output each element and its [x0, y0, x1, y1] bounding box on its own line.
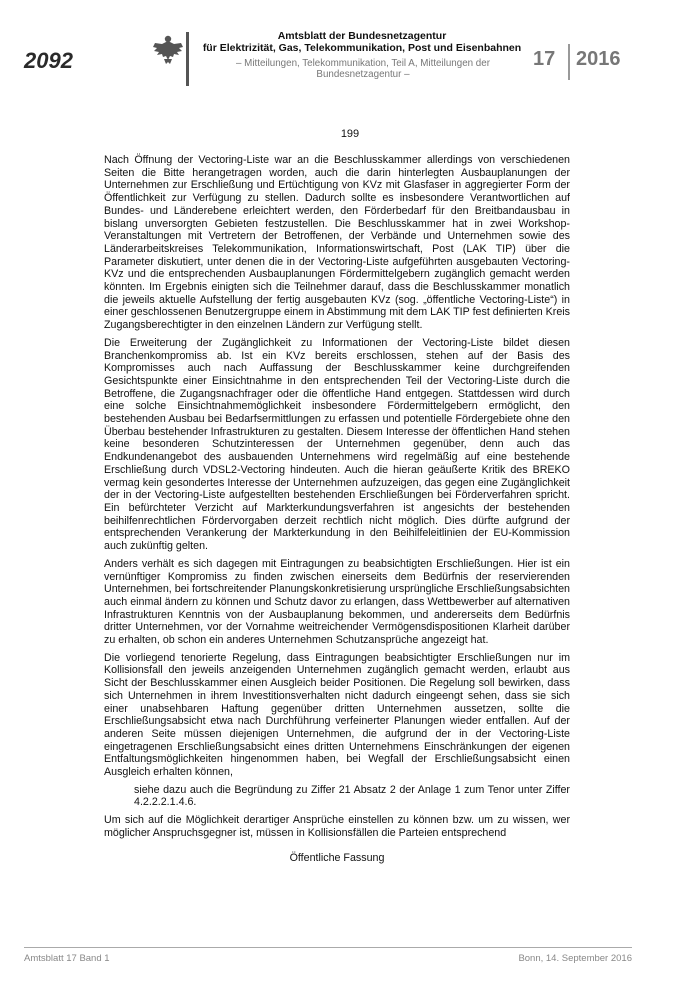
- journal-title-line2: für Elektrizität, Gas, Telekommunikation, Post und Eisenbahnen: [202, 42, 522, 54]
- footer-left: Amtsblatt 17 Band 1: [24, 953, 110, 964]
- journal-subtitle: – Mitteilungen, Telekommunikation, Teil A, Mitteilungen der Bundesnetzagentur –: [236, 58, 490, 80]
- paragraph: Anders verhält es sich dagegen mit Eintragungen zu beabsichtigten Erschließungen. Hier ist ein vernünftiger Kompromiss zu finden zwischen einerseits dem Bedürfnis der reservierenden Unternehmen, bei fortschreitender Planungskonkretisierung ursprüngliche Erschließungsabsichten auch einmal ändern zu können und Schutz davor zu erlangen, dass Wettbewerber auf alternativen Infrastrukturen Kenntnis von der Ausbauplanung bekommen, und andererseits dem Bedürfnis dritter Unternehmen, vor der Vornahme weitreichender Vermögensdispositionen Klarheit darüber zu erhalten, ob schon ein anderes Unternehmen Schutzansprüche angezeigt hat.: [104, 557, 570, 647]
- journal-title: [192, 30, 532, 54]
- issue-number: 17: [533, 48, 556, 70]
- page-number: 2092: [24, 48, 73, 73]
- paragraph: Nach Öffnung der Vectoring-Liste war an die Beschlusskammer allerdings von verschiedenen Seiten die Bitte herangetragen worden, auch die darin hinterlegten Ausbauplanungen der Unternehmen zur Erschließung und Ertüchtigung von KVz mit Glasfaser in aggregierter Form der Öffentlichkeit zur Verfügung zu stellen. Dadurch sollte es insbesondere Verantwortlichen auf Bundes- und Länderebene erleichtert werden, den Förderbedarf für den Breitbandausbau in bislang unversorgten Gebieten festzustellen. Die Beschlusskammer hat in zwei Workshop-Veranstaltungen mit Vertretern der Betroffenen, der Verbände und Unternehmen sowie des Länderarbeitskreises Telekommunikation, Informationswirtschaft, Post (LAK TIP) über die Parameter diskutiert, unter denen die in der Vectoring-Liste aufgeführten ausgebauten Vectoring-KVz und die entsprechenden Ausbauplanungen Fördermittelgebern zugänglich gemacht werden könnten. Im Ergebnis einigten sich die Teilnehmer darauf, dass die Beschlusskammer monatlich die jeweils aktuelle Aufstellung der fertig ausgebauten KVz (sog. „öffentliche Vectoring-Liste“) in einer geschlossenen Benutzergruppe einem in Abstimmung mit dem LAK TIP fest definierten Kreis Zugangsberechtigter in den einzelnen Ländern zur Verfügung stellt.: [104, 154, 570, 332]
- footer-divider: [24, 947, 632, 948]
- header-divider: [186, 32, 189, 86]
- issue-divider: [568, 44, 570, 80]
- federal-eagle-icon: [151, 32, 185, 66]
- journal-title-line1: Amtsblatt der Bundesnetzagentur: [277, 30, 447, 42]
- version-label: Öffentliche Fassung: [289, 851, 385, 864]
- footer-right: Bonn, 14. September 2016: [518, 953, 632, 964]
- body-text: [104, 154, 570, 864]
- issue-year: 2016: [576, 48, 621, 70]
- paragraph: Die vorliegend tenorierte Regelung, dass Eintragungen beabsichtigter Erschließungen nur im Kollisionsfall den jeweils anzeigenden Unternehmen zugänglich gemacht werden, erlaubt aus Sicht der Beschlusskammer einen Ausgleich beider Positionen. Die Regelung soll bewirken, dass sich Unternehmen in ihrem Investitionsverhalten nicht dadurch eingeengt sehen, dass sie sich einer unabsehbaren Haftung gegenüber dritten Unternehmen aussetzen, sollte die Erschließungsabsicht etwa nach Durchführung verfeinerter Planungen wieder entfallen. Auf der anderen Seite müssen diejenigen Unternehmen, die aufgrund der in der Vectoring-Liste eingetragenen Erschließungsabsicht eines dritten Unternehmens Einschränkungen der eigenen Entfaltungsmöglichkeiten hingenommen haben, bei Wegfall der Erschließungsabsicht einen Ausgleich erhalten können,: [104, 651, 570, 779]
- indented-reference: siehe dazu auch die Begründung zu Ziffer 21 Absatz 2 der Anlage 1 zum Tenor unter Ziffer 4.2.2.2.1.4.6.: [134, 783, 570, 809]
- paragraph: Die Erweiterung der Zugänglichkeit zu Informationen der Vectoring-Liste bildet diesen Branchenkompromiss ab. Ist ein KVz bereits erschlossen, stehen auf der Basis des Kompromisses auch nach Auffassung der Beschlusskammer keine durchgreifenden Gesichtspunkte einer Einsichtnahme in den entsprechenden Teil der Vectoring-Liste durch die Betroffene, die Zugangsnachfrager oder die öffentliche Hand entgegen. Stattdessen wird durch eine solche Einsichtnahmemöglichkeit insbesondere Fördermittelgebern ermöglicht, den bestehenden Ausbau bei Bedarfsermittlungen zu erfassen und potentielle Fördergebiete ohne den Überbau bestehender Infrastrukturen zu gestalten. Diesem Interesse der öffentlichen Hand stehen keine besonderen Schutzinteressen der Unternehmen gegenüber, denn auch das Endkundenangebot des ausbauenden Unternehmens wird regelmäßig auf eine bestehende Erschließung durch VDSL2-Vectoring hindeuten. Auch die hieran geäußerte Kritik des BREKO vermag kein gesondertes Interesse der Unternehmen aufzuzeigen, das gegen eine Zugänglichkeit der in der Vectoring-Liste aufgestellten bestehenden Erschließungen bei Förderverfahren spricht. Ein befürchteter Verzicht auf Markterkundungsverfahren ist angesichts der bestehenden beihilfenrechtlichen Fördervorgaben derzeit rechtlich nicht möglich. Dies dürfte aufgrund der entsprechenden Verankerung der Markterkundung in den Beihilfeleitlinien der EU-Kommission auch zukünftig gelten.: [104, 336, 570, 553]
- paragraph: Um sich auf die Möglichkeit derartiger Ansprüche einstellen zu können bzw. um zu wissen, wer möglicher Anspruchsgegner ist, müssen in Kollisionsfällen die Parteien entsprechend: [104, 814, 570, 839]
- center-number: 199: [340, 128, 360, 140]
